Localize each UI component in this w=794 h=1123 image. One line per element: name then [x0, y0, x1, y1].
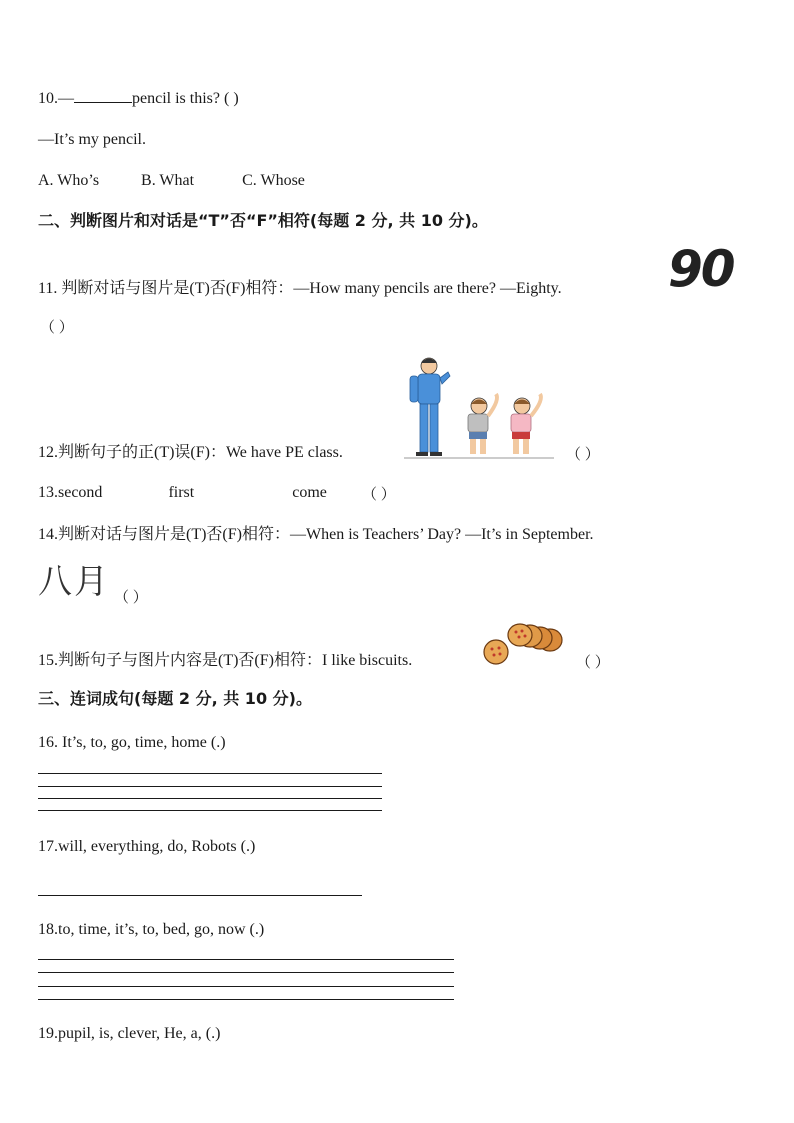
q16-answer-line-2[interactable] — [38, 786, 382, 787]
q13-word-1: 13.second — [38, 484, 103, 501]
q15-answer-bracket[interactable]: （ ） — [576, 655, 610, 671]
q13-answer-bracket[interactable]: （ ） — [362, 487, 396, 503]
q17-words: 17.will, everything, do, Robots (.) — [38, 838, 256, 855]
section2-title: 二、判断图片和对话是“T”否“F”相符(每题 2 分, 共 10 分)。 — [38, 211, 488, 230]
section3-title: 三、连词成句(每题 2 分, 共 10 分)。 — [38, 689, 312, 708]
q16-answer-line-3[interactable] — [38, 798, 382, 799]
q12-answer-bracket[interactable]: （ ） — [566, 447, 600, 463]
q15-question: 15.判断句子与图片内容是(T)否(F)相符：I like biscuits. — [38, 652, 413, 669]
august-calendar-image — [38, 562, 110, 602]
q11-question: 11. 判断对话与图片是(T)否(F)相符：—How many pencils are there? —Eighty. — [38, 280, 562, 297]
number-90-text: 90 — [668, 240, 734, 298]
q10-options — [38, 171, 305, 191]
q18-answer-line-2[interactable] — [38, 972, 454, 973]
q10-option-b[interactable]: B. What — [141, 172, 195, 189]
q10-option-c[interactable]: C. Whose — [242, 172, 305, 189]
q17-answer-line[interactable] — [38, 895, 362, 896]
q13-word-3: come — [292, 484, 327, 501]
q18-answer-line-1[interactable] — [38, 959, 454, 960]
q10-reply: —It’s my pencil. — [38, 131, 146, 148]
q10-question — [38, 88, 239, 109]
q11-answer-bracket[interactable]: （ ） — [40, 320, 74, 336]
august-text: 八月 — [38, 562, 110, 602]
q14-question: 14.判断对话与图片是(T)否(F)相符：—When is Teachers’ Day? —It’s in September. — [38, 526, 594, 543]
number-90-image — [668, 240, 738, 298]
q10-option-a[interactable]: A. Who’s — [38, 172, 100, 189]
q16-words: 16. It’s, to, go, time, home (.) — [38, 734, 226, 751]
q10-blank[interactable] — [74, 88, 132, 103]
biscuits-illustration — [482, 622, 566, 670]
q18-answer-line-3[interactable] — [38, 986, 454, 987]
q18-answer-line-4[interactable] — [38, 999, 454, 1000]
biscuits-svg — [482, 622, 566, 670]
q16-answer-line-4[interactable] — [38, 810, 382, 811]
exercise-svg — [404, 354, 554, 460]
q12-question: 12.判断句子的正(T)误(F)：We have PE class. — [38, 444, 343, 461]
q14-answer-bracket[interactable]: （ ） — [114, 590, 148, 606]
teacher-students-exercise-illustration — [404, 354, 554, 460]
q18-words: 18.to, time, it’s, to, bed, go, now (.) — [38, 921, 265, 938]
q10-text: pencil is this? ( ) — [132, 90, 239, 107]
q16-answer-line-1[interactable] — [38, 773, 382, 774]
q13-word-2: first — [168, 484, 195, 501]
q13-words — [38, 483, 327, 503]
q19-words: 19.pupil, is, clever, He, a, (.) — [38, 1025, 221, 1042]
q10-number: 10.— — [38, 90, 74, 107]
